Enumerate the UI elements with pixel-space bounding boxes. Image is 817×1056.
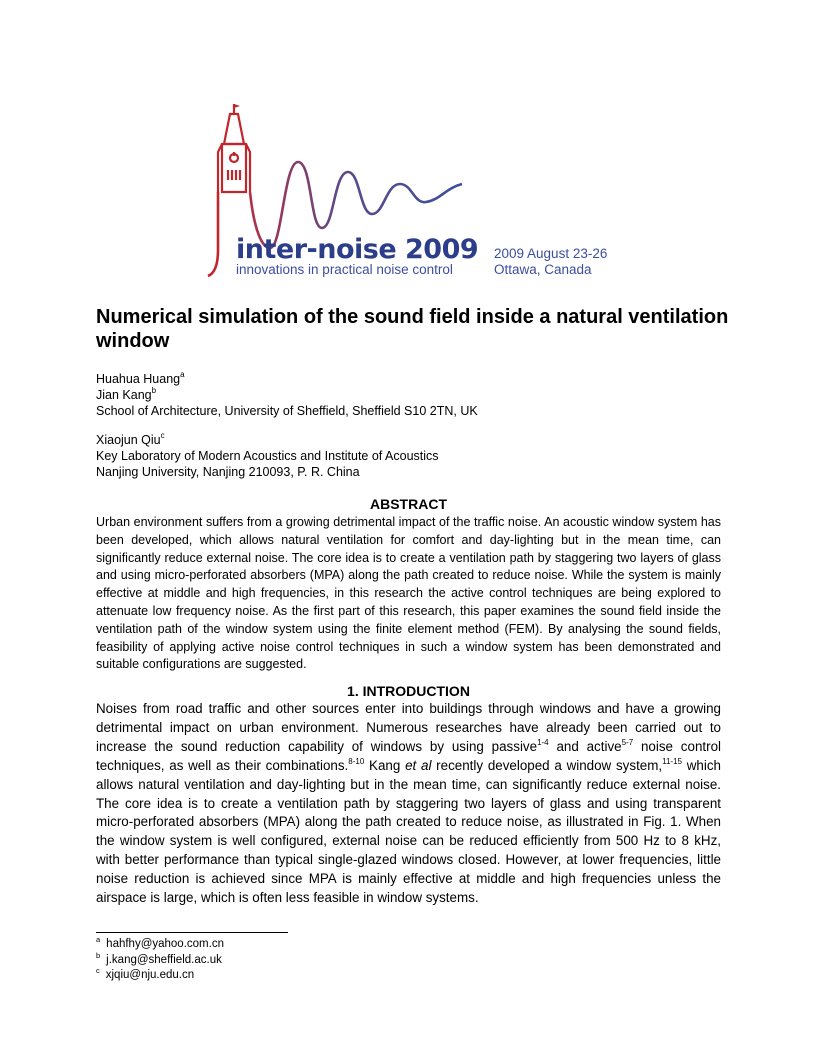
footnotes (96, 937, 224, 984)
conference-name: inter-noise 2009 (236, 234, 479, 265)
author-name: Jian Kang$^b$ (96, 386, 157, 402)
affiliation: Key Laboratory of Modern Acoustics and Institute of Acoustics (96, 449, 439, 463)
citation: 1-4 (537, 737, 549, 747)
conference-tagline: innovations in practical noise control (236, 262, 453, 277)
citation: 8-10 (348, 756, 365, 766)
author-block-2 (96, 432, 716, 480)
citation: 11-15 (662, 756, 682, 766)
abstract-heading: ABSTRACT (370, 496, 447, 512)
conference-location: Ottawa, Canada (494, 262, 592, 277)
footnote-divider (96, 932, 288, 933)
citation: 5-7 (621, 737, 634, 747)
footnote: $^c$ xjqiu@nju.edu.cn (96, 966, 195, 981)
author-block-1 (96, 371, 716, 419)
conference-date: 2009 August 23-26 (494, 246, 608, 261)
introduction-heading: 1. INTRODUCTION (347, 683, 470, 699)
author-name: Xiaojun Qiu$^c$ (96, 431, 165, 447)
affiliation: Nanjing University, Nanjing 210093, P. R. China (96, 465, 360, 479)
author-name: Huahua Huang$^a$ (96, 370, 185, 386)
introduction-text: Noises from road traffic and other sources enter into buildings through windows and have a growing detrimental impact on urban environment. Numerous researches have already been carried out to increase the sound reduction capability of windows by using passive$^{1-4}$ and active$^{5-7}$ noise control techniques, as well as their combinations.$^{8-10}$ Kang et al recently developed a window system,$^{11-15}$ which allows natural ventilation and day-lighting but in the mean time, can significantly reduce external noise. The core idea is to create a ventilation path by staggering two layers of glass and using transparent micro-perforated absorbers (MPA) along the path created to reduce noise, as illustrated in Fig. 1. When the window system is well configured, external noise can be reduced efficiently from 500 Hz to 8 kHz, with better performance than typical single-glazed windows closed. However, at lower frequencies, little noise reduction is achieved since MPA is mainly effective at middle and high frequencies unless the airspace is large, which is often less feasible in window systems. (96, 701, 721, 906)
paper-title: Numerical simulation of the sound field inside a natural ventilation window (96, 306, 729, 352)
affiliation: School of Architecture, University of Sheffield, Sheffield S10 2TN, UK (96, 404, 478, 418)
abstract-text: Urban environment suffers from a growing detrimental impact of the traffic noise. An acoustic window system has been developed, which allows natural ventilation for comfort and day-lighting but in the mean time, can significantly reduce external noise. The core idea is to create a ventilation path by staggering two layers of glass and using micro-perforated absorbers (MPA) along the path created to reduce noise. While the system is mainly effective at middle and high frequencies, in this research the active control techniques are being explored to attenuate low frequency noise. As the first part of this research, this paper examines the sound field inside the ventilation path of the window system using the finite element method (FEM). By analysing the sound fields, feasibility of applying active noise control techniques in such a window system has been demonstrated and suitable configurations are suggested. (96, 515, 721, 672)
footnote: $^b$ j.kang@sheffield.ac.uk (96, 950, 222, 966)
footnote: $^a$ hahfhy@yahoo.com.cn (96, 935, 224, 950)
